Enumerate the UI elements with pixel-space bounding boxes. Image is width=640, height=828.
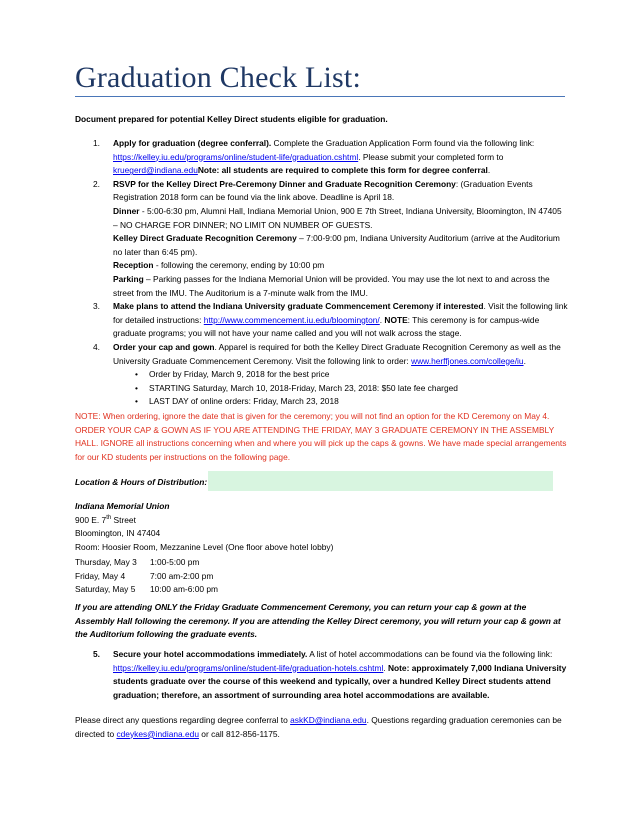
room-line: Room: Hoosier Room, Mezzanine Level (One floor above hotel lobby) — [75, 541, 334, 552]
item-text: . Please submit your completed form to — [358, 151, 504, 162]
item-note: Note: all students are required to complete this form for degree conferral — [197, 165, 488, 176]
dinner-label: Dinner — [113, 205, 140, 216]
hours-row: Saturday, May 5 10:00 am-6:00 pm — [75, 584, 218, 595]
item-text: Complete the Graduation Application Form found via the following link: — [271, 138, 535, 148]
item-number: 1. — [93, 138, 100, 148]
intro-text: Document prepared for potential Kelley Direct students eligible for graduation. — [75, 114, 388, 124]
parking-label: Parking — [113, 273, 144, 284]
ceremony-text: – 7:00-9:00 pm, Indiana University Auditorium (arrive at the Auditorium no later than 6:45 pm). — [113, 233, 560, 257]
hours-row: Friday, May 4 7:00 am-2:00 pm — [75, 570, 214, 581]
checklist — [93, 137, 568, 409]
street-address: 900 E. 7th Street — [75, 514, 136, 525]
hotels-link[interactable]: https://kelley.iu.edu/programs/online/student-life/graduation-hotels.cshtml — [113, 662, 384, 673]
bullet-icon: • — [135, 396, 138, 407]
bullet-icon: • — [135, 369, 138, 380]
bullet-icon: • — [135, 382, 138, 393]
cdeykes-email-link[interactable]: cdeykes@indiana.edu — [116, 728, 199, 739]
parking-text: – Parking passes for the Indiana Memorial Union will be provided. You may use the lot next to and across the street from the IMU. The Auditorium is a 7-minute walk from the IMU. — [113, 273, 550, 298]
list-item: • LAST DAY of online orders: Friday, March 23, 2018 — [135, 395, 568, 409]
venue-name: Indiana Memorial Union — [75, 501, 170, 511]
graduation-form-link[interactable]: https://kelley.iu.edu/programs/online/student-life/graduation.cshtml — [113, 151, 359, 162]
location-address — [75, 500, 333, 554]
highlight-box — [208, 471, 553, 491]
checklist-item-cap-gown: 4. Order your cap and gown. Apparel is required for both the Kelley Direct Graduate Recognition Ceremony as well as the University Graduate Commencement Ceremony. Visit the following link to order: www.herffjones.com/college/iu. • Order by Friday, March 9, 2018 for the best price • STARTING Saturday, March 10, 2018-Friday, March 23, 2018: $50 late fee charged • LAST DAY of online orders: Friday, March 23, 2018 — [93, 341, 568, 409]
item-text: : (Graduation Events Registration 2018 form can be found via the link above. Deadline is April 18. — [113, 178, 533, 203]
return-instructions: If you are attending ONLY the Friday Graduate Commencement Ceremony, you can return your cap & gown at the Assembly Hall following the ceremony. If you are attending the Kelley Direct ceremony, you will return your cap & gown at the Auditorium following the graduate events. — [75, 602, 561, 640]
item-number: 2. — [93, 178, 100, 189]
item-number: 3. — [93, 301, 100, 312]
distribution-hours — [75, 556, 218, 597]
reception-label: Reception — [113, 260, 154, 271]
item-heading: Secure your hotel accommodations immediately. — [113, 649, 308, 659]
item-number: 5. — [93, 649, 100, 659]
item-heading: Make plans to attend the Indiana University graduate Commencement Ceremony if interested — [113, 301, 484, 312]
list-item: • STARTING Saturday, March 10, 2018-Friday, March 23, 2018: $50 late fee charged — [135, 382, 568, 396]
item-text: . Apparel is required for both the Kelley Direct Graduate Recognition Ceremony as well as the University Graduate Commencement Ceremony. Visit the following link to order: — [113, 341, 561, 366]
page-title: Graduation Check List: — [75, 61, 362, 94]
item-number: 4. — [93, 341, 100, 352]
reception-text: - following the ceremony, ending by 10:00 pm — [153, 260, 325, 271]
city-line: Bloomington, IN 47404 — [75, 528, 161, 539]
checklist-item-commencement: 3. Make plans to attend the Indiana University graduate Commencement Ceremony if interested. Visit the following link for detailed instructions: http://www.commencement.iu.edu/bloomington/. NOTE: This ceremony is for campus-wide graduate programs; you will not have your name called and you will not walk across the stage. — [93, 301, 568, 339]
item-heading: RSVP for the Kelley Direct Pre-Ceremony Dinner and Graduate Recognition Ceremony — [113, 178, 456, 189]
checklist-item-hotel: 5. Secure your hotel accommodations immediately. A list of hotel accommodations can be found via the following link: https://kelley.iu.edu/programs/online/student-life/graduation-hotels.cshtml. Note: approximately 7,000 Indiana University students graduate over the course of this weekend and typically, over a hundred Kelley Direct students attend graduation; therefore, an assortment of surrounding area hotel accommodations are available. — [93, 649, 567, 700]
item-note: Note: approximately 7,000 Indiana University students graduate over the course of this weekend and typically, over a hundred Kelley Direct students attend graduation; therefore, an assortment of surrounding area hotel accommodations are available. — [113, 662, 567, 700]
contact-paragraph: Please direct any questions regarding degree conferral to askKD@indiana.edu. Questions regarding graduation ceremonies can be directed to cdeykes@indiana.edu or call 812-856-1175. — [75, 715, 562, 739]
herffjones-link[interactable]: www.herffjones.com/college/iu — [411, 355, 524, 366]
note-label: NOTE — [384, 314, 408, 325]
item-text: A list of hotel accommodations can be found via the following link: — [307, 649, 553, 659]
commencement-link[interactable]: http://www.commencement.iu.edu/bloomington/ — [203, 314, 380, 325]
dinner-text: - 5:00-6:30 pm, Alumni Hall, Indiana Memorial Union, 900 E 7th Street, Indiana University, Bloomington, IN 47405 – NO CHARGE FOR DINNER; NO LIMIT ON NUMBER OF GUESTS. — [113, 205, 562, 230]
item-heading: Order your cap and gown — [113, 341, 215, 352]
title-divider — [75, 96, 565, 97]
ceremony-label: Kelley Direct Graduate Recognition Ceremony — [113, 233, 297, 244]
order-dates-list — [113, 368, 568, 409]
checklist-item-apply: 1. Apply for graduation (degree conferral). Complete the Graduation Application Form found via the following link: https://kelley.iu.edu/programs/online/student-life/graduation.cshtml. Please submit your completed form to kruegerd@indiana.eduNote: all students are required to complete this form for degree conferral. — [93, 138, 535, 176]
note-text: : This ceremony is for campus-wide graduate programs; you will not have your name called and you will not walk across the stage. — [113, 314, 540, 339]
hours-row: Thursday, May 3 1:00-5:00 pm — [75, 557, 200, 567]
kruegerd-email-link[interactable]: kruegerd@indiana.edu — [113, 165, 198, 176]
item-text: . Visit the following link for detailed instructions: — [113, 301, 568, 325]
checklist-item-rsvp — [93, 178, 568, 300]
item-heading: Apply for graduation (degree conferral). — [113, 138, 272, 148]
location-heading: Location & Hours of Distribution: — [75, 477, 208, 487]
red-ordering-note: NOTE: When ordering, ignore the date that is given for the ceremony; you will not find an option for the KD Ceremony on May 4. ORDER YOUR CAP & GOWN AS IF YOU ARE ATTENDING THE FRIDAY, MAY 3 GRADUATE CEREMONY IN THE ASSEMBLY HALL. IGNORE all instructions concerning when and where you will pick up the caps & gowns. We have made special arrangements for our KD students per instructions on the following page. — [75, 411, 567, 462]
askkd-email-link[interactable]: askKD@indiana.edu — [290, 715, 367, 725]
list-item: • Order by Friday, March 9, 2018 for the best price — [135, 368, 568, 382]
